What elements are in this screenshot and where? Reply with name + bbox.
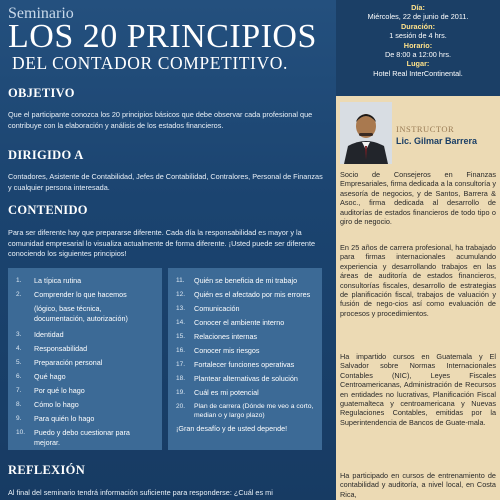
list-item-number: 7. — [16, 387, 22, 394]
list-item-text: Qué hago — [34, 372, 66, 381]
list-item-number: 16. — [176, 347, 186, 354]
contenido-heading: CONTENIDO — [8, 203, 88, 217]
instructor-row — [336, 100, 500, 166]
list-item-number: 2. — [16, 291, 22, 298]
reflexion-heading: REFLEXIÓN — [8, 463, 86, 477]
dia-value: Miércoles, 22 de junio de 2011. — [367, 12, 469, 22]
principles-list-right — [168, 268, 322, 450]
horario-label: Horario: — [403, 40, 433, 50]
page-title: LOS 20 PRINCIPIOS — [8, 18, 317, 55]
dirigido-text: Contadores, Asistente de Contabilidad, Jefes de Contabilidad, Contralores, Personal de Finanzas y cualquier persona interesada. — [8, 172, 323, 192]
list-item-text: Responsabilidad — [34, 344, 88, 353]
list-item-text: Conocer el ambiente interno — [194, 318, 285, 327]
list-item-number: 1. — [16, 277, 22, 284]
page-subtitle: DEL CONTADOR COMPETITIVO. — [12, 53, 288, 73]
reflexion-text: Al final del seminario tendrá información suficiente para responderse: ¿Cuál es mi — [8, 488, 273, 497]
list-item-text: Por qué lo hago — [34, 386, 85, 395]
list-item-number: 12. — [176, 291, 186, 298]
list-item-text: Relaciones internas — [194, 332, 258, 341]
instructor-name: Lic. Gilmar Barrera — [396, 136, 478, 146]
instructor-photo — [340, 102, 392, 164]
list-item-number: 17. — [176, 361, 186, 368]
lugar-value: Hotel Real InterContinental. — [373, 68, 463, 78]
bio-paragraph-4: Ha participado en cursos de entrenamiento de contabilidad y auditoría, a nivel local, en Costa Rica, — [340, 471, 496, 499]
dia-label: Día: — [411, 3, 425, 12]
list-item-number: 4. — [16, 345, 22, 352]
seminar-label: Seminario — [8, 5, 74, 22]
bio-paragraph-1: Socio de Consejeros en Finanzas Empresariales, firma dedicada a la consultoría y asesoría de negocios, y de Santos, Barrera & Asoc., firma dedicada al desarrollo de auditorías de estados financieros de todo tipo o giro de negocio. — [340, 170, 496, 227]
list-item-number: 20. — [176, 403, 186, 410]
event-info-box — [336, 0, 500, 96]
lugar-label: Lugar: — [406, 59, 430, 69]
list-item-text: Comprender lo que hacemos — [34, 290, 127, 299]
list-item-text: Plan de carrera (Dónde me veo a corto, median o y largo plazo) — [194, 403, 314, 419]
list-item-text: Puedo y debo cuestionar para mejorar. — [34, 428, 130, 447]
list-item-text: La típica rutina — [34, 276, 82, 285]
list-item-number: 19. — [176, 389, 186, 396]
list-item-number: 8. — [16, 401, 22, 408]
list-item-text: Plantear alternativas de solución — [194, 374, 298, 383]
bio-paragraph-2: En 25 años de carrera profesional, ha trabajado para firmas internacionales acumulando experiencia y desarrollando trabajos en las áreas de auditoría de estados financieros, consultorías fiscales, desarrollo de estrategias de planificación fiscal, trabajos de valuación y fusión de nego-cios así como evaluación de procesos y procedimientos. — [340, 243, 496, 318]
list-item-number: 3. — [16, 331, 22, 338]
list-item-number: 15. — [176, 333, 186, 340]
dirigido-heading: DIRIGIDO A — [8, 148, 84, 162]
instructor-label: INSTRUCTOR — [396, 124, 455, 134]
list-item-number: 14. — [176, 319, 186, 326]
list-item-text: Conocer mis riesgos — [194, 346, 260, 355]
list-item-text: Quién es el afectado por mis errores — [194, 290, 311, 299]
list-item-number: 18. — [176, 375, 186, 382]
horario-value: De 8:00 a 12:00 hrs. — [384, 50, 452, 60]
list-item-text: ¡Gran desafío y de usted depende! — [176, 424, 288, 433]
list-item-number: 13. — [176, 305, 186, 312]
right-column — [336, 0, 500, 500]
list-item-number: 6. — [16, 373, 22, 380]
objetivo-heading: OBJETIVO — [8, 86, 75, 100]
list-item-text: Quién se beneficia de mi trabajo — [194, 276, 298, 285]
list-item-text: Preparación personal — [34, 358, 103, 367]
list-item-text: (lógico, base técnica, documentación, autorización) — [34, 304, 128, 323]
contenido-text: Para ser diferente hay que prepararse diferente. Cada día la responsabilidad es mayor y la comunidad empresarial lo visualiza actualmente de forma diferente. ¡Usted puede ser diferente conociendo los siguientes principios! — [8, 228, 316, 258]
list-item-text: Comunicación — [194, 304, 240, 313]
principles-list-left — [8, 268, 162, 450]
duracion-label: Duración: — [400, 21, 436, 31]
list-item-text: Para quién lo hago — [34, 414, 95, 423]
list-item-number: 5. — [16, 359, 22, 366]
list-item-text: Cuál es mi potencial — [194, 388, 259, 397]
list-item-text: Identidad — [34, 330, 64, 339]
list-item-number: 9. — [16, 415, 22, 422]
header — [0, 0, 336, 82]
duracion-value: 1 sesión de 4 hrs. — [389, 31, 447, 41]
list-item-number: 11. — [176, 277, 185, 284]
objetivo-text: Que el participante conozca los 20 principios básicos que debe observar cada profesional que contribuye con la elaboración y análisis de los estados financieros. — [8, 110, 313, 130]
list-item-number: 10. — [16, 429, 26, 436]
list-item-text: Cómo lo hago — [34, 400, 79, 409]
instructor-portrait-icon — [340, 102, 392, 164]
bio-paragraph-3: Ha impartido cursos en Guatemala y El Salvador sobre Normas Internacionales Contables (NIC), Leyes Fiscales Centroamericanas, Administración de Recursos en entidades no lucrativas, Planificación Fiscal guatemalteca y centroamericana y Nuevas Regulaciones Contables, emitidas por la Superintendencia de Bancos de Guate-mala. — [340, 352, 496, 427]
list-item-text: Fortalecer funciones operativas — [194, 360, 295, 369]
